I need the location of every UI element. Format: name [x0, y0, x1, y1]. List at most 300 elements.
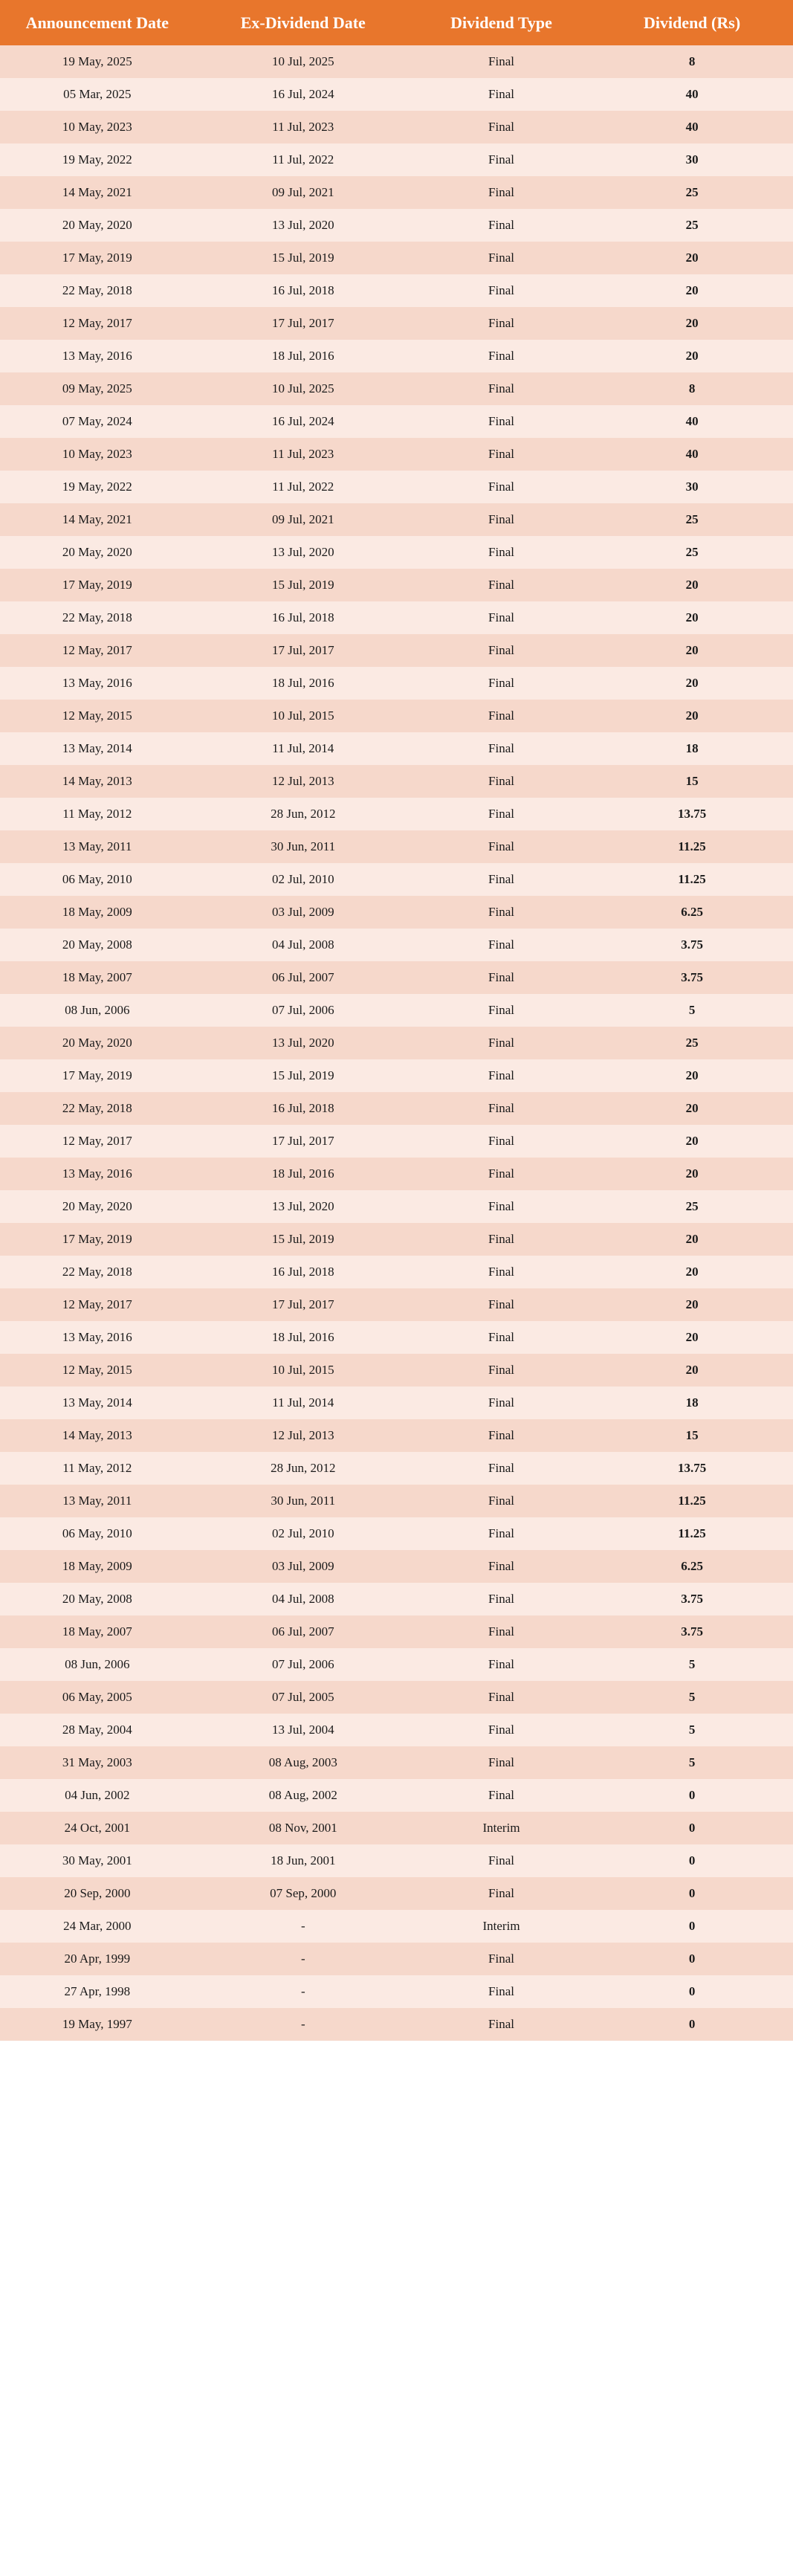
cell-ex-dividend-date: 16 Jul, 2024	[195, 405, 412, 438]
cell-ex-dividend-date: 03 Jul, 2009	[195, 1550, 412, 1583]
cell-dividend-type: Final	[412, 1452, 591, 1485]
cell-ex-dividend-date: 15 Jul, 2019	[195, 1059, 412, 1092]
cell-dividend-rs: 0	[591, 1910, 793, 1943]
cell-dividend-rs: 18	[591, 732, 793, 765]
table-row	[0, 1027, 793, 1059]
cell-dividend-type: Final	[412, 307, 591, 340]
cell-announcement-date: 12 May, 2017	[0, 634, 195, 667]
cell-dividend-type: Final	[412, 1714, 591, 1746]
table-row	[0, 340, 793, 372]
cell-dividend-type: Final	[412, 1583, 591, 1615]
cell-announcement-date: 08 Jun, 2006	[0, 1648, 195, 1681]
cell-dividend-type: Final	[412, 438, 591, 471]
cell-dividend-rs: 25	[591, 1190, 793, 1223]
cell-ex-dividend-date: 18 Jul, 2016	[195, 667, 412, 700]
cell-ex-dividend-date: 11 Jul, 2022	[195, 143, 412, 176]
cell-dividend-rs: 15	[591, 765, 793, 798]
cell-dividend-rs: 20	[591, 242, 793, 274]
cell-announcement-date: 13 May, 2016	[0, 1321, 195, 1354]
cell-ex-dividend-date: 10 Jul, 2025	[195, 45, 412, 78]
cell-announcement-date: 20 May, 2020	[0, 1027, 195, 1059]
cell-announcement-date: 17 May, 2019	[0, 242, 195, 274]
cell-ex-dividend-date: 16 Jul, 2024	[195, 78, 412, 111]
cell-dividend-type: Final	[412, 1190, 591, 1223]
cell-ex-dividend-date: 16 Jul, 2018	[195, 1092, 412, 1125]
cell-dividend-rs: 20	[591, 340, 793, 372]
cell-announcement-date: 20 Sep, 2000	[0, 1877, 195, 1910]
cell-ex-dividend-date: 11 Jul, 2023	[195, 111, 412, 143]
cell-dividend-type: Final	[412, 1975, 591, 2008]
cell-ex-dividend-date: 11 Jul, 2023	[195, 438, 412, 471]
cell-dividend-rs: 40	[591, 438, 793, 471]
cell-announcement-date: 07 May, 2024	[0, 405, 195, 438]
cell-dividend-rs: 40	[591, 111, 793, 143]
cell-dividend-rs: 3.75	[591, 1615, 793, 1648]
cell-announcement-date: 20 May, 2020	[0, 209, 195, 242]
cell-announcement-date: 12 May, 2015	[0, 700, 195, 732]
cell-ex-dividend-date: 06 Jul, 2007	[195, 961, 412, 994]
table-row	[0, 1746, 793, 1779]
cell-dividend-rs: 0	[591, 1943, 793, 1975]
cell-ex-dividend-date: 16 Jul, 2018	[195, 1256, 412, 1288]
table-row	[0, 732, 793, 765]
cell-announcement-date: 14 May, 2013	[0, 1419, 195, 1452]
table-header	[0, 0, 793, 45]
table-row	[0, 2008, 793, 2041]
cell-dividend-rs: 40	[591, 405, 793, 438]
table-row	[0, 1059, 793, 1092]
cell-dividend-type: Final	[412, 536, 591, 569]
cell-dividend-type: Final	[412, 700, 591, 732]
table-row	[0, 1223, 793, 1256]
cell-dividend-type: Final	[412, 274, 591, 307]
cell-ex-dividend-date: 17 Jul, 2017	[195, 307, 412, 340]
table-row	[0, 667, 793, 700]
cell-dividend-type: Final	[412, 569, 591, 601]
table-row	[0, 830, 793, 863]
cell-dividend-type: Final	[412, 1844, 591, 1877]
cell-ex-dividend-date: 03 Jul, 2009	[195, 896, 412, 929]
cell-ex-dividend-date: 16 Jul, 2018	[195, 274, 412, 307]
cell-announcement-date: 22 May, 2018	[0, 274, 195, 307]
table-row	[0, 78, 793, 111]
cell-ex-dividend-date: 08 Aug, 2002	[195, 1779, 412, 1812]
cell-ex-dividend-date: 17 Jul, 2017	[195, 1125, 412, 1158]
cell-dividend-rs: 25	[591, 209, 793, 242]
cell-dividend-rs: 20	[591, 274, 793, 307]
cell-ex-dividend-date: 13 Jul, 2020	[195, 1190, 412, 1223]
cell-ex-dividend-date: 30 Jun, 2011	[195, 830, 412, 863]
table-row	[0, 896, 793, 929]
cell-ex-dividend-date: 30 Jun, 2011	[195, 1485, 412, 1517]
cell-announcement-date: 14 May, 2013	[0, 765, 195, 798]
cell-ex-dividend-date: 13 Jul, 2020	[195, 1027, 412, 1059]
table-row	[0, 1615, 793, 1648]
cell-dividend-rs: 11.25	[591, 830, 793, 863]
table-row	[0, 765, 793, 798]
cell-ex-dividend-date: 10 Jul, 2015	[195, 1354, 412, 1387]
cell-ex-dividend-date: 10 Jul, 2025	[195, 372, 412, 405]
cell-dividend-type: Final	[412, 1517, 591, 1550]
cell-dividend-rs: 20	[591, 601, 793, 634]
cell-announcement-date: 08 Jun, 2006	[0, 994, 195, 1027]
cell-ex-dividend-date: -	[195, 1975, 412, 2008]
cell-dividend-type: Final	[412, 471, 591, 503]
cell-dividend-rs: 20	[591, 1059, 793, 1092]
cell-dividend-rs: 0	[591, 2008, 793, 2041]
cell-announcement-date: 20 Apr, 1999	[0, 1943, 195, 1975]
cell-announcement-date: 13 May, 2016	[0, 1158, 195, 1190]
table-body	[0, 45, 793, 2041]
cell-dividend-type: Final	[412, 765, 591, 798]
cell-announcement-date: 20 May, 2020	[0, 1190, 195, 1223]
cell-announcement-date: 31 May, 2003	[0, 1746, 195, 1779]
cell-dividend-type: Final	[412, 372, 591, 405]
cell-announcement-date: 19 May, 1997	[0, 2008, 195, 2041]
cell-dividend-rs: 20	[591, 569, 793, 601]
cell-announcement-date: 20 May, 2008	[0, 1583, 195, 1615]
cell-announcement-date: 14 May, 2021	[0, 176, 195, 209]
cell-announcement-date: 19 May, 2022	[0, 143, 195, 176]
table-row	[0, 536, 793, 569]
cell-dividend-type: Final	[412, 1092, 591, 1125]
cell-ex-dividend-date: 09 Jul, 2021	[195, 176, 412, 209]
table-row	[0, 1256, 793, 1288]
cell-announcement-date: 17 May, 2019	[0, 569, 195, 601]
table-row	[0, 1354, 793, 1387]
cell-dividend-type: Final	[412, 1648, 591, 1681]
table-header-row	[0, 0, 793, 45]
cell-ex-dividend-date: 07 Jul, 2006	[195, 994, 412, 1027]
table-row	[0, 45, 793, 78]
cell-announcement-date: 28 May, 2004	[0, 1714, 195, 1746]
cell-ex-dividend-date: 13 Jul, 2020	[195, 536, 412, 569]
table-row	[0, 1812, 793, 1844]
cell-announcement-date: 17 May, 2019	[0, 1223, 195, 1256]
cell-dividend-rs: 20	[591, 307, 793, 340]
table-row	[0, 1321, 793, 1354]
cell-dividend-type: Interim	[412, 1910, 591, 1943]
cell-announcement-date: 06 May, 2010	[0, 863, 195, 896]
cell-ex-dividend-date: 17 Jul, 2017	[195, 1288, 412, 1321]
cell-dividend-rs: 5	[591, 1746, 793, 1779]
cell-ex-dividend-date: -	[195, 1943, 412, 1975]
cell-dividend-rs: 20	[591, 1256, 793, 1288]
cell-dividend-type: Final	[412, 1746, 591, 1779]
cell-dividend-rs: 20	[591, 667, 793, 700]
table-row	[0, 503, 793, 536]
table-row	[0, 1779, 793, 1812]
cell-ex-dividend-date: 18 Jul, 2016	[195, 1158, 412, 1190]
cell-dividend-type: Final	[412, 111, 591, 143]
cell-dividend-type: Final	[412, 405, 591, 438]
cell-dividend-rs: 0	[591, 1812, 793, 1844]
cell-announcement-date: 11 May, 2012	[0, 798, 195, 830]
table-row	[0, 143, 793, 176]
cell-dividend-rs: 5	[591, 1714, 793, 1746]
cell-announcement-date: 13 May, 2014	[0, 732, 195, 765]
table-row	[0, 242, 793, 274]
cell-dividend-type: Interim	[412, 1812, 591, 1844]
table-row	[0, 471, 793, 503]
cell-ex-dividend-date: 11 Jul, 2014	[195, 1387, 412, 1419]
table-row	[0, 1714, 793, 1746]
cell-announcement-date: 05 Mar, 2025	[0, 78, 195, 111]
cell-dividend-type: Final	[412, 1288, 591, 1321]
cell-dividend-type: Final	[412, 2008, 591, 2041]
column-header-dividend-type: Dividend Type	[412, 0, 591, 45]
cell-dividend-rs: 5	[591, 1648, 793, 1681]
cell-dividend-type: Final	[412, 1059, 591, 1092]
cell-dividend-rs: 8	[591, 372, 793, 405]
table-row	[0, 700, 793, 732]
cell-announcement-date: 13 May, 2011	[0, 830, 195, 863]
cell-announcement-date: 27 Apr, 1998	[0, 1975, 195, 2008]
table-row	[0, 1387, 793, 1419]
cell-dividend-type: Final	[412, 1615, 591, 1648]
cell-ex-dividend-date: 18 Jul, 2016	[195, 1321, 412, 1354]
cell-ex-dividend-date: 04 Jul, 2008	[195, 929, 412, 961]
cell-dividend-rs: 30	[591, 471, 793, 503]
table-row	[0, 1943, 793, 1975]
cell-dividend-rs: 13.75	[591, 798, 793, 830]
cell-dividend-type: Final	[412, 1223, 591, 1256]
cell-announcement-date: 13 May, 2016	[0, 667, 195, 700]
table-row	[0, 438, 793, 471]
cell-announcement-date: 12 May, 2015	[0, 1354, 195, 1387]
cell-announcement-date: 20 May, 2020	[0, 536, 195, 569]
cell-dividend-type: Final	[412, 961, 591, 994]
table-row	[0, 601, 793, 634]
cell-dividend-type: Final	[412, 176, 591, 209]
cell-announcement-date: 22 May, 2018	[0, 1256, 195, 1288]
cell-dividend-rs: 20	[591, 1223, 793, 1256]
cell-ex-dividend-date: 12 Jul, 2013	[195, 765, 412, 798]
table-row	[0, 274, 793, 307]
cell-ex-dividend-date: 10 Jul, 2015	[195, 700, 412, 732]
cell-dividend-type: Final	[412, 1354, 591, 1387]
cell-ex-dividend-date: 13 Jul, 2004	[195, 1714, 412, 1746]
cell-ex-dividend-date: 02 Jul, 2010	[195, 863, 412, 896]
table-row	[0, 634, 793, 667]
cell-dividend-rs: 20	[591, 1158, 793, 1190]
cell-ex-dividend-date: 11 Jul, 2014	[195, 732, 412, 765]
cell-dividend-rs: 20	[591, 1354, 793, 1387]
table-row	[0, 1910, 793, 1943]
cell-announcement-date: 04 Jun, 2002	[0, 1779, 195, 1812]
cell-ex-dividend-date: 15 Jul, 2019	[195, 1223, 412, 1256]
cell-dividend-rs: 25	[591, 1027, 793, 1059]
cell-dividend-rs: 6.25	[591, 1550, 793, 1583]
table-row	[0, 1125, 793, 1158]
table-row	[0, 1648, 793, 1681]
cell-announcement-date: 13 May, 2016	[0, 340, 195, 372]
cell-dividend-type: Final	[412, 78, 591, 111]
table-row	[0, 1681, 793, 1714]
cell-announcement-date: 20 May, 2008	[0, 929, 195, 961]
cell-ex-dividend-date: 15 Jul, 2019	[195, 242, 412, 274]
cell-ex-dividend-date: 04 Jul, 2008	[195, 1583, 412, 1615]
cell-dividend-type: Final	[412, 1550, 591, 1583]
table-row	[0, 1288, 793, 1321]
cell-dividend-type: Final	[412, 1419, 591, 1452]
cell-ex-dividend-date: 07 Jul, 2006	[195, 1648, 412, 1681]
table-row	[0, 176, 793, 209]
table-row	[0, 1158, 793, 1190]
cell-dividend-type: Final	[412, 994, 591, 1027]
cell-dividend-type: Final	[412, 1387, 591, 1419]
cell-dividend-type: Final	[412, 1681, 591, 1714]
cell-dividend-rs: 3.75	[591, 929, 793, 961]
cell-dividend-type: Final	[412, 1027, 591, 1059]
cell-announcement-date: 14 May, 2021	[0, 503, 195, 536]
cell-announcement-date: 10 May, 2023	[0, 111, 195, 143]
table-row	[0, 1975, 793, 2008]
cell-dividend-type: Final	[412, 1321, 591, 1354]
cell-ex-dividend-date: 11 Jul, 2022	[195, 471, 412, 503]
cell-ex-dividend-date: 13 Jul, 2020	[195, 209, 412, 242]
cell-dividend-rs: 20	[591, 700, 793, 732]
table-row	[0, 111, 793, 143]
cell-ex-dividend-date: 02 Jul, 2010	[195, 1517, 412, 1550]
cell-announcement-date: 18 May, 2007	[0, 1615, 195, 1648]
cell-announcement-date: 19 May, 2025	[0, 45, 195, 78]
table-row	[0, 1419, 793, 1452]
cell-dividend-rs: 8	[591, 45, 793, 78]
table-row	[0, 798, 793, 830]
cell-dividend-type: Final	[412, 732, 591, 765]
table-row	[0, 1550, 793, 1583]
table-row	[0, 1877, 793, 1910]
cell-dividend-type: Final	[412, 798, 591, 830]
cell-announcement-date: 17 May, 2019	[0, 1059, 195, 1092]
cell-ex-dividend-date: 08 Nov, 2001	[195, 1812, 412, 1844]
cell-ex-dividend-date: 18 Jun, 2001	[195, 1844, 412, 1877]
cell-dividend-rs: 40	[591, 78, 793, 111]
cell-ex-dividend-date: 16 Jul, 2018	[195, 601, 412, 634]
table-row	[0, 994, 793, 1027]
cell-dividend-type: Final	[412, 1877, 591, 1910]
cell-announcement-date: 18 May, 2009	[0, 1550, 195, 1583]
cell-dividend-type: Final	[412, 45, 591, 78]
cell-dividend-rs: 11.25	[591, 1485, 793, 1517]
cell-ex-dividend-date: 07 Jul, 2005	[195, 1681, 412, 1714]
cell-dividend-rs: 0	[591, 1844, 793, 1877]
cell-announcement-date: 30 May, 2001	[0, 1844, 195, 1877]
table-row	[0, 372, 793, 405]
cell-dividend-type: Final	[412, 896, 591, 929]
cell-announcement-date: 22 May, 2018	[0, 601, 195, 634]
cell-dividend-type: Final	[412, 1125, 591, 1158]
cell-dividend-type: Final	[412, 1256, 591, 1288]
table-row	[0, 569, 793, 601]
cell-dividend-rs: 25	[591, 536, 793, 569]
cell-announcement-date: 09 May, 2025	[0, 372, 195, 405]
cell-announcement-date: 12 May, 2017	[0, 1288, 195, 1321]
table-row	[0, 405, 793, 438]
cell-ex-dividend-date: 17 Jul, 2017	[195, 634, 412, 667]
cell-dividend-rs: 25	[591, 503, 793, 536]
cell-announcement-date: 12 May, 2017	[0, 1125, 195, 1158]
cell-dividend-rs: 13.75	[591, 1452, 793, 1485]
cell-dividend-type: Final	[412, 830, 591, 863]
cell-announcement-date: 24 Oct, 2001	[0, 1812, 195, 1844]
table-row	[0, 1517, 793, 1550]
cell-dividend-type: Final	[412, 1158, 591, 1190]
table-row	[0, 1583, 793, 1615]
cell-announcement-date: 19 May, 2022	[0, 471, 195, 503]
cell-dividend-rs: 11.25	[591, 863, 793, 896]
column-header-ex-dividend-date: Ex-Dividend Date	[195, 0, 412, 45]
cell-dividend-rs: 25	[591, 176, 793, 209]
cell-dividend-rs: 3.75	[591, 961, 793, 994]
column-header-announcement-date: Announcement Date	[0, 0, 195, 45]
cell-dividend-type: Final	[412, 863, 591, 896]
cell-dividend-type: Final	[412, 242, 591, 274]
cell-dividend-type: Final	[412, 1779, 591, 1812]
cell-dividend-rs: 15	[591, 1419, 793, 1452]
cell-dividend-rs: 30	[591, 143, 793, 176]
cell-dividend-rs: 20	[591, 634, 793, 667]
column-header-dividend-rs: Dividend (Rs)	[591, 0, 793, 45]
cell-dividend-type: Final	[412, 601, 591, 634]
cell-announcement-date: 18 May, 2007	[0, 961, 195, 994]
cell-dividend-rs: 0	[591, 1877, 793, 1910]
cell-dividend-type: Final	[412, 1943, 591, 1975]
cell-announcement-date: 13 May, 2014	[0, 1387, 195, 1419]
table-row	[0, 863, 793, 896]
cell-ex-dividend-date: 06 Jul, 2007	[195, 1615, 412, 1648]
cell-dividend-type: Final	[412, 143, 591, 176]
cell-ex-dividend-date: 12 Jul, 2013	[195, 1419, 412, 1452]
cell-dividend-type: Final	[412, 340, 591, 372]
cell-dividend-rs: 11.25	[591, 1517, 793, 1550]
cell-announcement-date: 11 May, 2012	[0, 1452, 195, 1485]
cell-dividend-rs: 20	[591, 1125, 793, 1158]
cell-dividend-rs: 0	[591, 1779, 793, 1812]
cell-dividend-type: Final	[412, 929, 591, 961]
cell-dividend-type: Final	[412, 209, 591, 242]
cell-ex-dividend-date: 28 Jun, 2012	[195, 798, 412, 830]
cell-ex-dividend-date: 09 Jul, 2021	[195, 503, 412, 536]
cell-dividend-rs: 20	[591, 1092, 793, 1125]
cell-dividend-rs: 5	[591, 994, 793, 1027]
cell-announcement-date: 22 May, 2018	[0, 1092, 195, 1125]
cell-dividend-rs: 5	[591, 1681, 793, 1714]
cell-announcement-date: 18 May, 2009	[0, 896, 195, 929]
table-row	[0, 961, 793, 994]
table-row	[0, 1190, 793, 1223]
cell-dividend-type: Final	[412, 667, 591, 700]
cell-ex-dividend-date: 15 Jul, 2019	[195, 569, 412, 601]
table-row	[0, 209, 793, 242]
cell-announcement-date: 24 Mar, 2000	[0, 1910, 195, 1943]
cell-dividend-type: Final	[412, 503, 591, 536]
cell-dividend-rs: 3.75	[591, 1583, 793, 1615]
table-row	[0, 1092, 793, 1125]
table-row	[0, 1844, 793, 1877]
cell-announcement-date: 12 May, 2017	[0, 307, 195, 340]
cell-dividend-rs: 20	[591, 1321, 793, 1354]
cell-announcement-date: 06 May, 2010	[0, 1517, 195, 1550]
cell-dividend-rs: 20	[591, 1288, 793, 1321]
cell-announcement-date: 06 May, 2005	[0, 1681, 195, 1714]
cell-dividend-rs: 0	[591, 1975, 793, 2008]
cell-dividend-type: Final	[412, 634, 591, 667]
cell-announcement-date: 10 May, 2023	[0, 438, 195, 471]
cell-ex-dividend-date: 08 Aug, 2003	[195, 1746, 412, 1779]
cell-ex-dividend-date: -	[195, 1910, 412, 1943]
